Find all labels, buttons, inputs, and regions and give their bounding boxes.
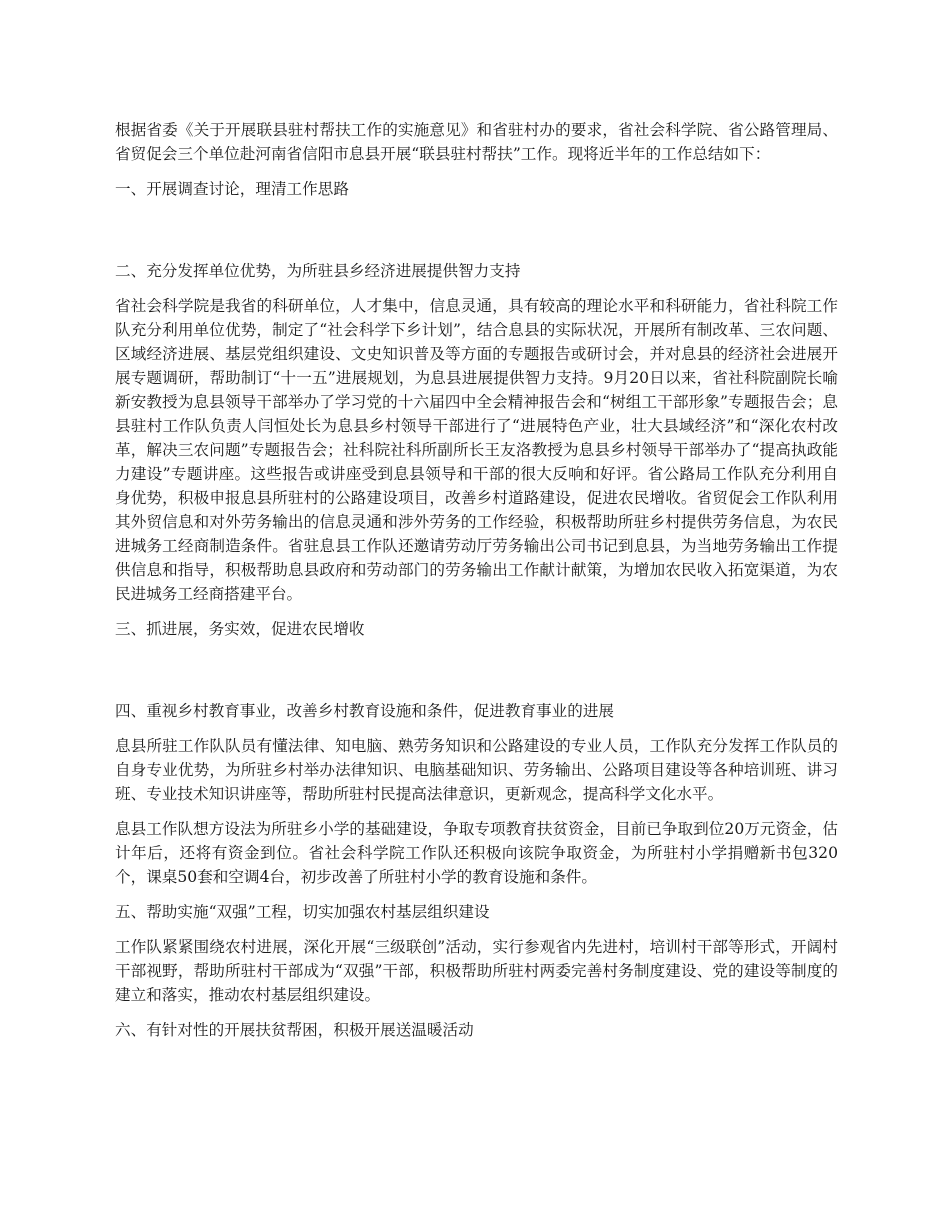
section-4-heading: 四、重视乡村教育事业，改善乡村教育设施和条件，促进教育事业的进展 (115, 702, 615, 720)
section-4-paragraph-2: 息县工作队想方设法为所驻乡小学的基础建设，争取专项教育扶贫资金，目前已争取到位20万元资金，估计年后，还将有资金到位。省社会科学院工作队还积极向该院争取资金，为所驻村小学捐赠新书包320个，课桌50套和空调4台，初步改善了所驻村小学的教育设施和条件。 (115, 820, 838, 886)
section-3-heading: 三、抓进展，务实效，促进农民增收 (115, 620, 365, 638)
document-body (115, 118, 838, 1053)
section-2-heading: 二、充分发挥单位优势，为所驻县乡经济进展提供智力支持 (115, 262, 521, 280)
section-1-heading: 一、开展调查讨论，理清工作思路 (115, 180, 349, 198)
section-4-paragraph-1: 息县所驻工作队队员有懂法律、知电脑、熟劳务知识和公路建设的专业人员，工作队充分发挥工作队员的自身专业优势，为所驻乡村举办法律知识、电脑基础知识、劳务输出、公路项目建设等各种培训班、讲习班、专业技术知识讲座等，帮助所驻村民提高法律意识，更新观念，提高科学文化水平。 (115, 737, 838, 803)
section-2-paragraph-1: 省社会科学院是我省的科研单位，人才集中，信息灵通，具有较高的理论水平和科研能力，省社科院工作队充分利用单位优势，制定了“社会科学下乡计划”，结合息县的实际状况，开展所有制改革、三农问题、区域经济进展、基层党组织建设、文史知识普及等方面的专题报告或研讨会，并对息县的经济社会进展开展专题调研，帮助制订“十一五”进展规划，为息县进展提供智力支持。9月20日以来，省社科院副院长喻新安教授为息县领导干部举办了学习党的十六届四中全会精神报告会和“树组工干部形象”专题报告会；息县驻村工作队负责人闫恒处长为息县乡村领导干部进行了“进展特色产业，壮大县域经济”和“深化农村改革，解决三农问题”专题报告会；社科院社科所副所长王友洛教授为息县乡村领导干部举办了“提高执政能力建设”专题讲座。这些报告或讲座受到息县领导和干部的很大反响和好评。省公路局工作队充分利用自身优势，积极申报息县所驻村的公路建设项目，改善乡村道路建设，促进农民增收。省贸促会工作队利用其外贸信息和对外劳务输出的信息灵通和涉外劳务的工作经验，积极帮助所驻乡村提供劳务信息，为农民进城务工经商制造条件。省驻息县工作队还邀请劳动厅劳务输出公司书记到息县，为当地劳务输出工作提供信息和指导，积极帮助息县政府和劳动部门的劳务输出工作献计献策，为增加农民收入拓宽渠道，为农民进城务工经商搭建平台。 (115, 297, 838, 603)
section-6-heading: 六、有针对性的开展扶贫帮困，积极开展送温暖活动 (115, 1021, 474, 1039)
intro-paragraph: 根据省委《关于开展联县驻村帮扶工作的实施意见》和省驻村办的要求，省社会科学院、省公路管理局、省贸促会三个单位赴河南省信阳市息县开展“联县驻村帮扶”工作。现将近半年的工作总结如下： (115, 121, 838, 163)
section-1-spacer (115, 212, 838, 259)
section-5-paragraph-1: 工作队紧紧围绕农村进展，深化开展“三级联创”活动，实行参观省内先进村，培训村干部等形式，开阔村干部视野，帮助所驻村干部成为“双强”干部，积极帮助所驻村两委完善村务制度建设、党的建设等制度的建立和落实，推动农村基层组织建设。 (115, 938, 838, 1004)
section-5-heading: 五、帮助实施“双强”工程，切实加强农村基层组织建设 (115, 903, 490, 921)
